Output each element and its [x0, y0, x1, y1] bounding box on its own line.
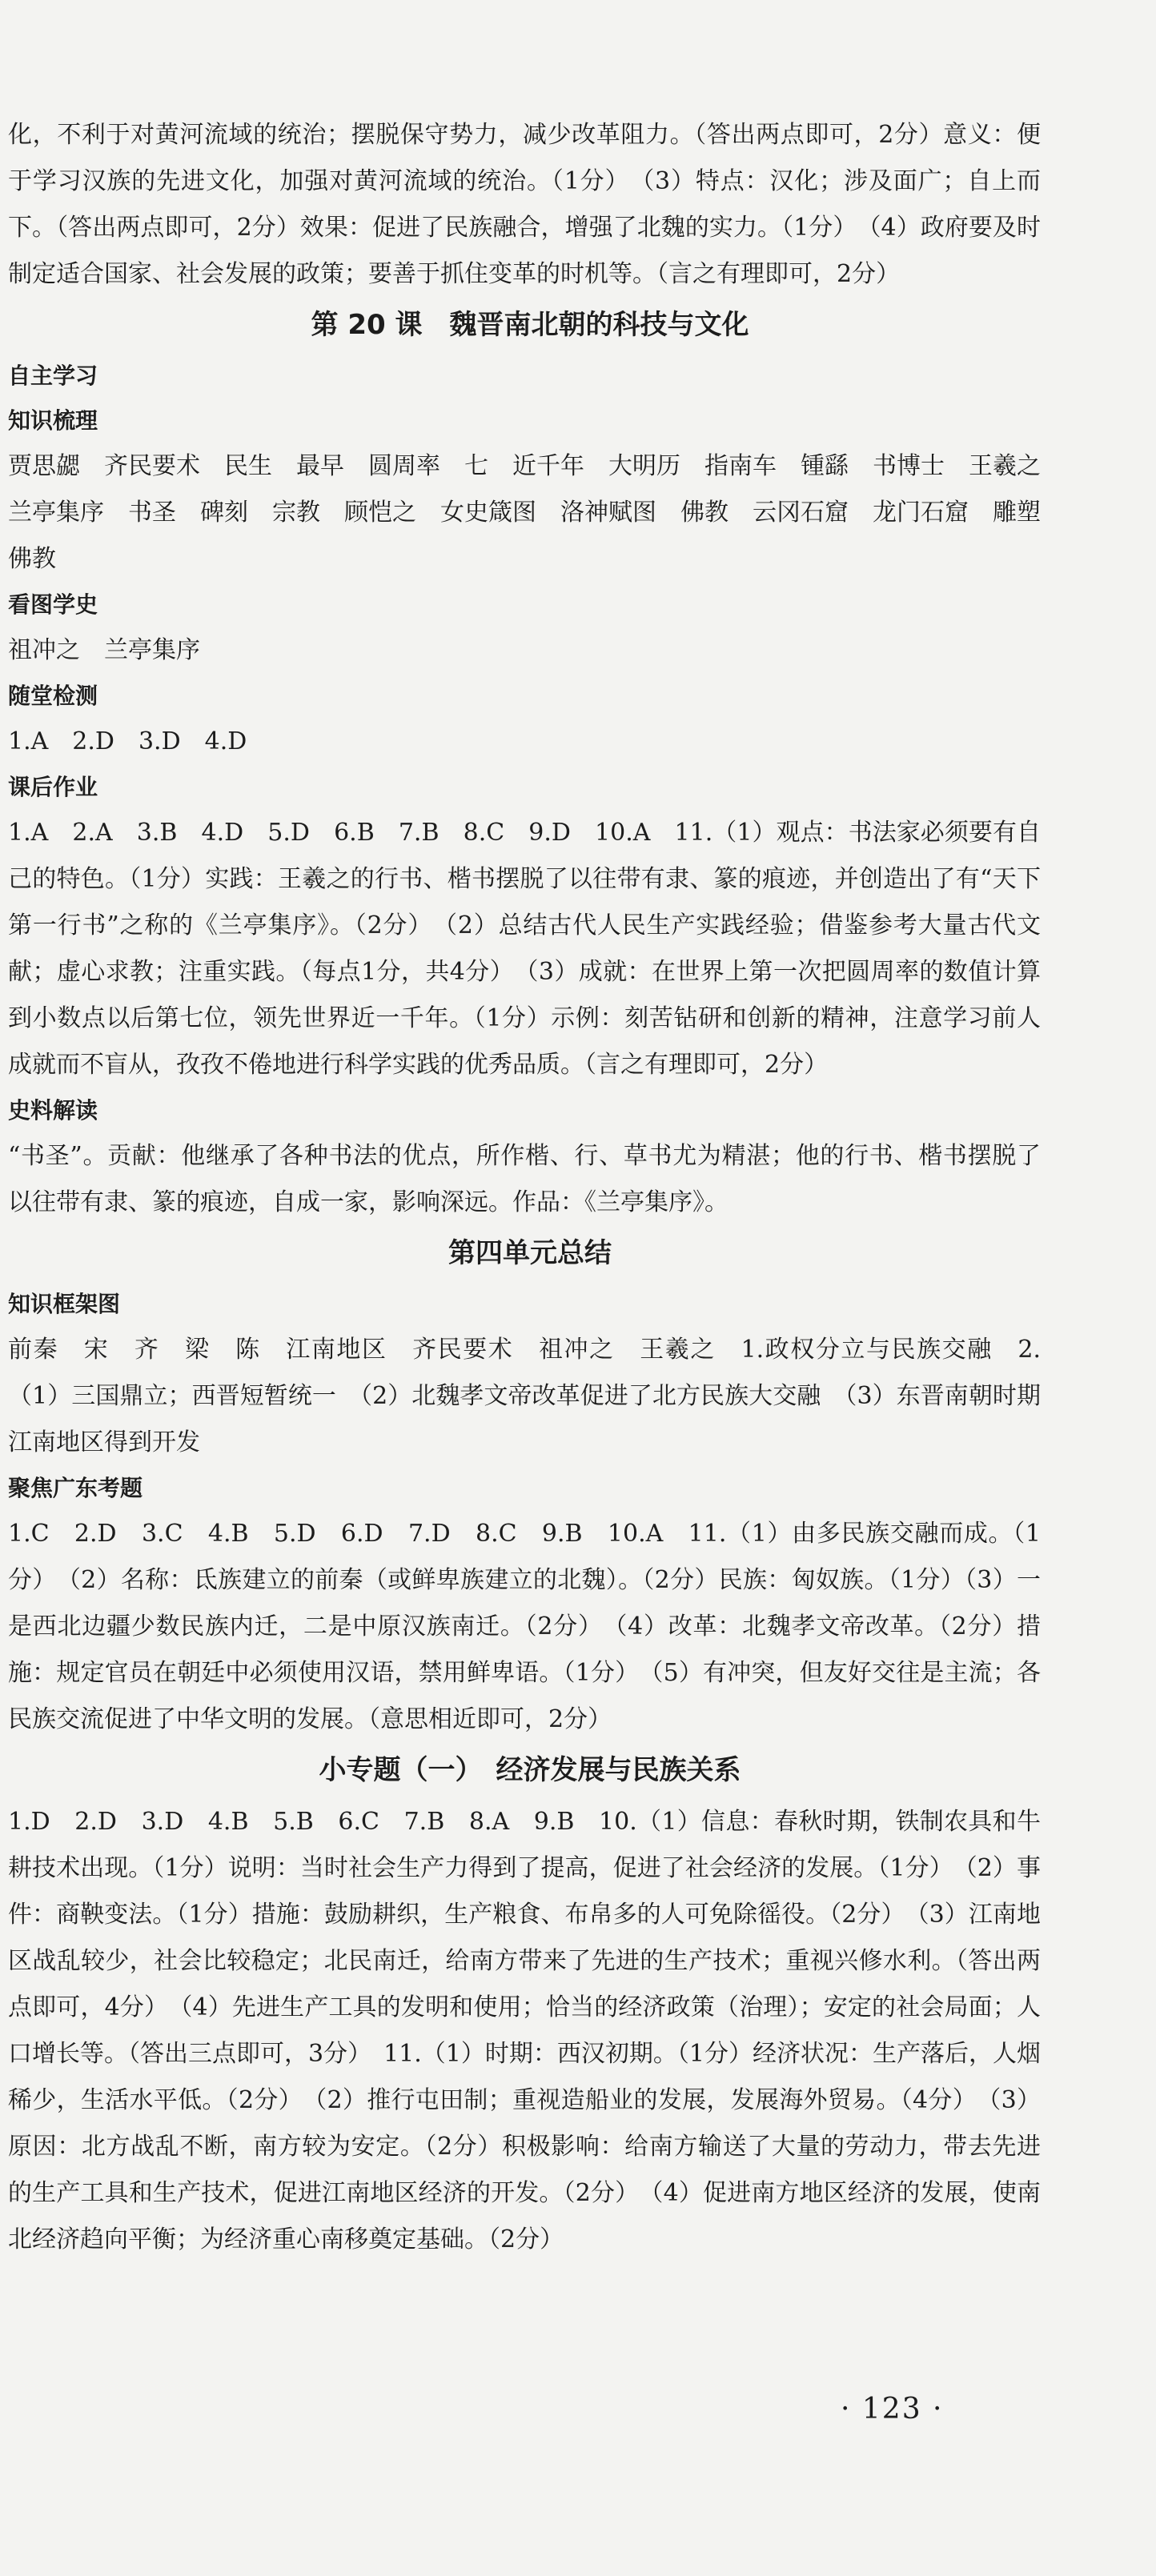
knowledge-heading: 知识梳理: [8, 407, 98, 434]
answer-page: [0, 112, 1156, 2263]
topic1-title: 小专题（一） 经济发展与民族关系: [319, 1754, 741, 1786]
page-number: · 123 ·: [841, 2393, 944, 2426]
homework-text: 1.A 2.A 3.B 4.D 5.D 6.B 7.B 8.C 9.D 10.A 11.（1）观点：书法家必须要有自己的特色。（1分）实践：王羲之的行书、楷书摆脱了以往带有隶、篆的痕迹，并创造出了有“天下第一行书”之称的《兰亭集序》。（2分） （2）总结古代人民生产实践经验；借鉴参考大量古代文献；虚心求教；注重实践。（每点1分，共4分） （3）成就：在世界上第一次把圆周率的数值计算到小数点以后第七位，领先世界近一千年。（1分）示例：刻苦钻研和创新的精神，注意学习前人成就而不盲从，孜孜不倦地进行科学实践的优秀品质。（言之有理即可，2分）: [8, 819, 1041, 1079]
intro-paragraph: 化，不利于对黄河流域的统治；摆脱保守势力，减少改革阻力。（答出两点即可，2分）意义：便于学习汉族的先进文化，加强对黄河流域的统治。（1分） （3）特点：汉化；涉及面广；自上而下。（答出两点即可，2分）效果：促进了民族融合，增强了北魏的实力。（1分） （4）政府要及时制定适合国家、社会发展的政策；要善于抓住变革的时机等。（言之有理即可，2分）: [8, 121, 1041, 288]
framework-text: 前秦 宋 齐 梁 陈 江南地区 齐民要术 祖冲之 王羲之 1.政权分立与民族交融 2.（1）三国鼎立；西晋短暂统一 （2）北魏孝文帝改革促进了北方民族大交融 （3）东晋南朝时期江南地区得到开发: [8, 1336, 1041, 1456]
unit4-title: 第四单元总结: [448, 1237, 612, 1269]
history-text: “书圣”。贡献：他继承了各种书法的优点，所作楷、行、草书尤为精湛；他的行书、楷书摆脱了以往带有隶、篆的痕迹，自成一家，影响深远。作品：《兰亭集序》。: [8, 1142, 1041, 1216]
homework-heading: 课后作业: [8, 774, 98, 800]
picture-heading: 看图学史: [8, 591, 98, 618]
self-study-heading: 自主学习: [8, 363, 98, 389]
lesson20-title: 第 20 课 魏晋南北朝的科技与文化: [311, 309, 749, 341]
topic1-text: 1.D 2.D 3.D 4.B 5.B 6.C 7.B 8.A 9.B 10.（1）信息：春秋时期，铁制农具和牛耕技术出现。（1分）说明：当时社会生产力得到了提高，促进了社会经济的发展。（1分） （2）事件：商鞅变法。（1分）措施：鼓励耕织，生产粮食、布帛多的人可免除徭役。（2分） （3）江南地区战乱较少，社会比较稳定；北民南迁，给南方带来了先进的生产技术；重视兴修水利。（答出两点即可，4分） （4）先进生产工具的发明和使用；恰当的经济政策（治理）；安定的社会局面；人口增长等。（答出三点即可，3分） 11.（1）时期：西汉初期。（1分）经济状况：生产落后，人烟稀少，生活水平低。（2分） （2）推行屯田制；重视造船业的发展，发展海外贸易。（4分） （3）原因：北方战乱不断，南方较为安定。（2分）积极影响：给南方输送了大量的劳动力，带去先进的生产工具和生产技术，促进江南地区经济的开发。（2分） （4）促进南方地区经济的发展，使南北经济趋向平衡；为经济重心南移奠定基础。（2分）: [8, 1808, 1041, 2253]
framework-heading: 知识框架图: [8, 1291, 121, 1317]
picture-text: 祖冲之 兰亭集序: [8, 636, 200, 664]
history-heading: 史料解读: [8, 1097, 98, 1124]
guangdong-heading: 聚焦广东考题: [8, 1475, 143, 1501]
class-test-text: 1.A 2.D 3.D 4.D: [8, 727, 247, 755]
guangdong-text: 1.C 2.D 3.C 4.B 5.D 6.D 7.D 8.C 9.B 10.A 11.（1）由多民族交融而成。（1分） （2）名称：氐族建立的前秦（或鲜卑族建立的北魏）。（2分）民族：匈奴族。（1分）（3）一是西北边疆少数民族内迁，二是中原汉族南迁。（2分） （4）改革：北魏孝文帝改革。（2分）措施：规定官员在朝廷中必须使用汉语，禁用鲜卑语。（1分） （5）有冲突，但友好交往是主流；各民族交流促进了中华文明的发展。（意思相近即可，2分）: [8, 1520, 1041, 1733]
knowledge-text: 贾思勰 齐民要术 民生 最早 圆周率 七 近千年 大明历 指南车 锺繇 书博士 王羲之 兰亭集序 书圣 碑刻 宗教 顾恺之 女史箴图 洛神赋图 佛教 云冈石窟 龙门石窟 雕塑 佛教: [8, 452, 1065, 573]
class-test-heading: 随堂检测: [8, 683, 98, 709]
